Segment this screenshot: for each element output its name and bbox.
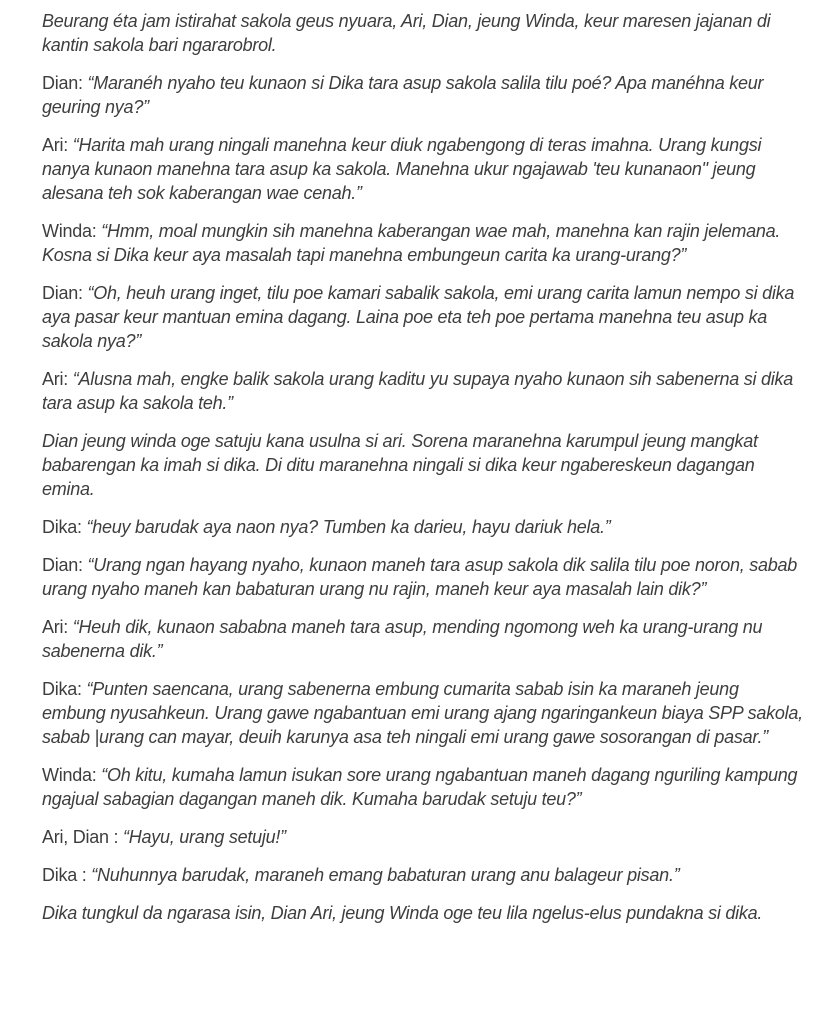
dialogue-text: “Harita mah urang ningali manehna keur diuk ngabengong di teras imahna. Urang kungsi nanya kunaon manehna tara asup ka sakola. Manehna ukur ngajawab 'teu kunanaon" jeung alesana teh sok kaberangan wae cenah.” — [42, 135, 762, 203]
dialogue-text: “Hayu, urang setuju!” — [123, 827, 286, 847]
dialogue-text: “Oh kitu, kumaha lamun isukan sore urang ngabantuan maneh dagang nguriling kampung ngajual sabagian dagangan maneh dik. Kumaha barudak setuju teu?” — [42, 765, 798, 809]
story-paragraph — [42, 901, 804, 925]
story-paragraph — [42, 71, 804, 119]
speaker-label: Dika: — [42, 679, 87, 699]
story-paragraph — [42, 133, 804, 205]
dialogue-text: Beurang éta jam istirahat sakola geus nyuara, Ari, Dian, jeung Winda, keur maresen jajanan di kantin sakola bari ngararobrol. — [42, 11, 771, 55]
dialogue-text: “Punten saencana, urang sabenerna embung cumarita sabab isin ka maraneh jeung embung nyusahkeun. Urang gawe ngabantuan emi urang ajang ngaringankeun biaya SPP sakola, sabab |urang can mayar, deuih karunya asa teh ningali emi urang gawe sosorangan di pasar.” — [42, 679, 803, 747]
dialogue-text: “Nuhunnya barudak, maraneh emang babaturan urang anu balageur pisan.” — [91, 865, 680, 885]
story-paragraph — [42, 677, 804, 749]
dialogue-text: “Heuh dik, kunaon sababna maneh tara asup, mending ngomong weh ka urang-urang nu sabenerna dik.” — [42, 617, 763, 661]
speaker-label: Dika: — [42, 517, 87, 537]
speaker-label: Dian: — [42, 283, 88, 303]
speaker-label: Dika : — [42, 865, 92, 885]
dialogue-text: “Hmm, moal mungkin sih manehna kaberangan wae mah, manehna kan rajin jelemana. Kosna si Dika keur aya masalah tapi manehna embungeun carita ka urang-urang?” — [42, 221, 781, 265]
speaker-label: Ari: — [42, 369, 73, 389]
speaker-label: Dian: — [42, 555, 88, 575]
story-paragraph — [42, 615, 804, 663]
story-paragraph — [42, 515, 804, 539]
story-body — [42, 9, 804, 925]
speaker-label: Dian: — [42, 73, 88, 93]
story-paragraph — [42, 863, 804, 887]
story-paragraph — [42, 219, 804, 267]
story-paragraph — [42, 825, 804, 849]
story-paragraph — [42, 281, 804, 353]
dialogue-text: “heuy barudak aya naon nya? Tumben ka darieu, hayu dariuk hela.” — [86, 517, 611, 537]
speaker-label: Ari, Dian : — [42, 827, 124, 847]
speaker-label: Winda: — [42, 221, 102, 241]
dialogue-text: “Oh, heuh urang inget, tilu poe kamari sabalik sakola, emi urang carita lamun nempo si dika aya pasar keur mantuan emina dagang. Laina poe eta teh poe pertama manehna teu asup ka sakola nya?” — [42, 283, 795, 351]
dialogue-text: “Alusna mah, engke balik sakola urang kaditu yu supaya nyaho kunaon sih sabenerna si dika tara asup ka sakola teh.” — [42, 369, 793, 413]
dialogue-text: Dian jeung winda oge satuju kana usulna si ari. Sorena maranehna karumpul jeung mangkat babarengan ka imah si dika. Di ditu maranehna ningali si dika keur ngabereskeun dagangan emina. — [42, 431, 758, 499]
speaker-label: Winda: — [42, 765, 102, 785]
story-paragraph — [42, 367, 804, 415]
story-paragraph — [42, 9, 804, 57]
story-paragraph — [42, 429, 804, 501]
story-paragraph — [42, 553, 804, 601]
speaker-label: Ari: — [42, 617, 73, 637]
dialogue-text: “Maranéh nyaho teu kunaon si Dika tara asup sakola salila tilu poé? Apa manéhna keur geuring nya?” — [42, 73, 764, 117]
story-paragraph — [42, 763, 804, 811]
dialogue-text: Dika tungkul da ngarasa isin, Dian Ari, jeung Winda oge teu lila ngelus-elus pundakna si dika. — [42, 903, 763, 923]
speaker-label: Ari: — [42, 135, 73, 155]
dialogue-text: “Urang ngan hayang nyaho, kunaon maneh tara asup sakola dik salila tilu poe noron, sabab urang nyaho maneh kan babaturan urang nu rajin, maneh keur aya masalah lain dik?” — [42, 555, 798, 599]
